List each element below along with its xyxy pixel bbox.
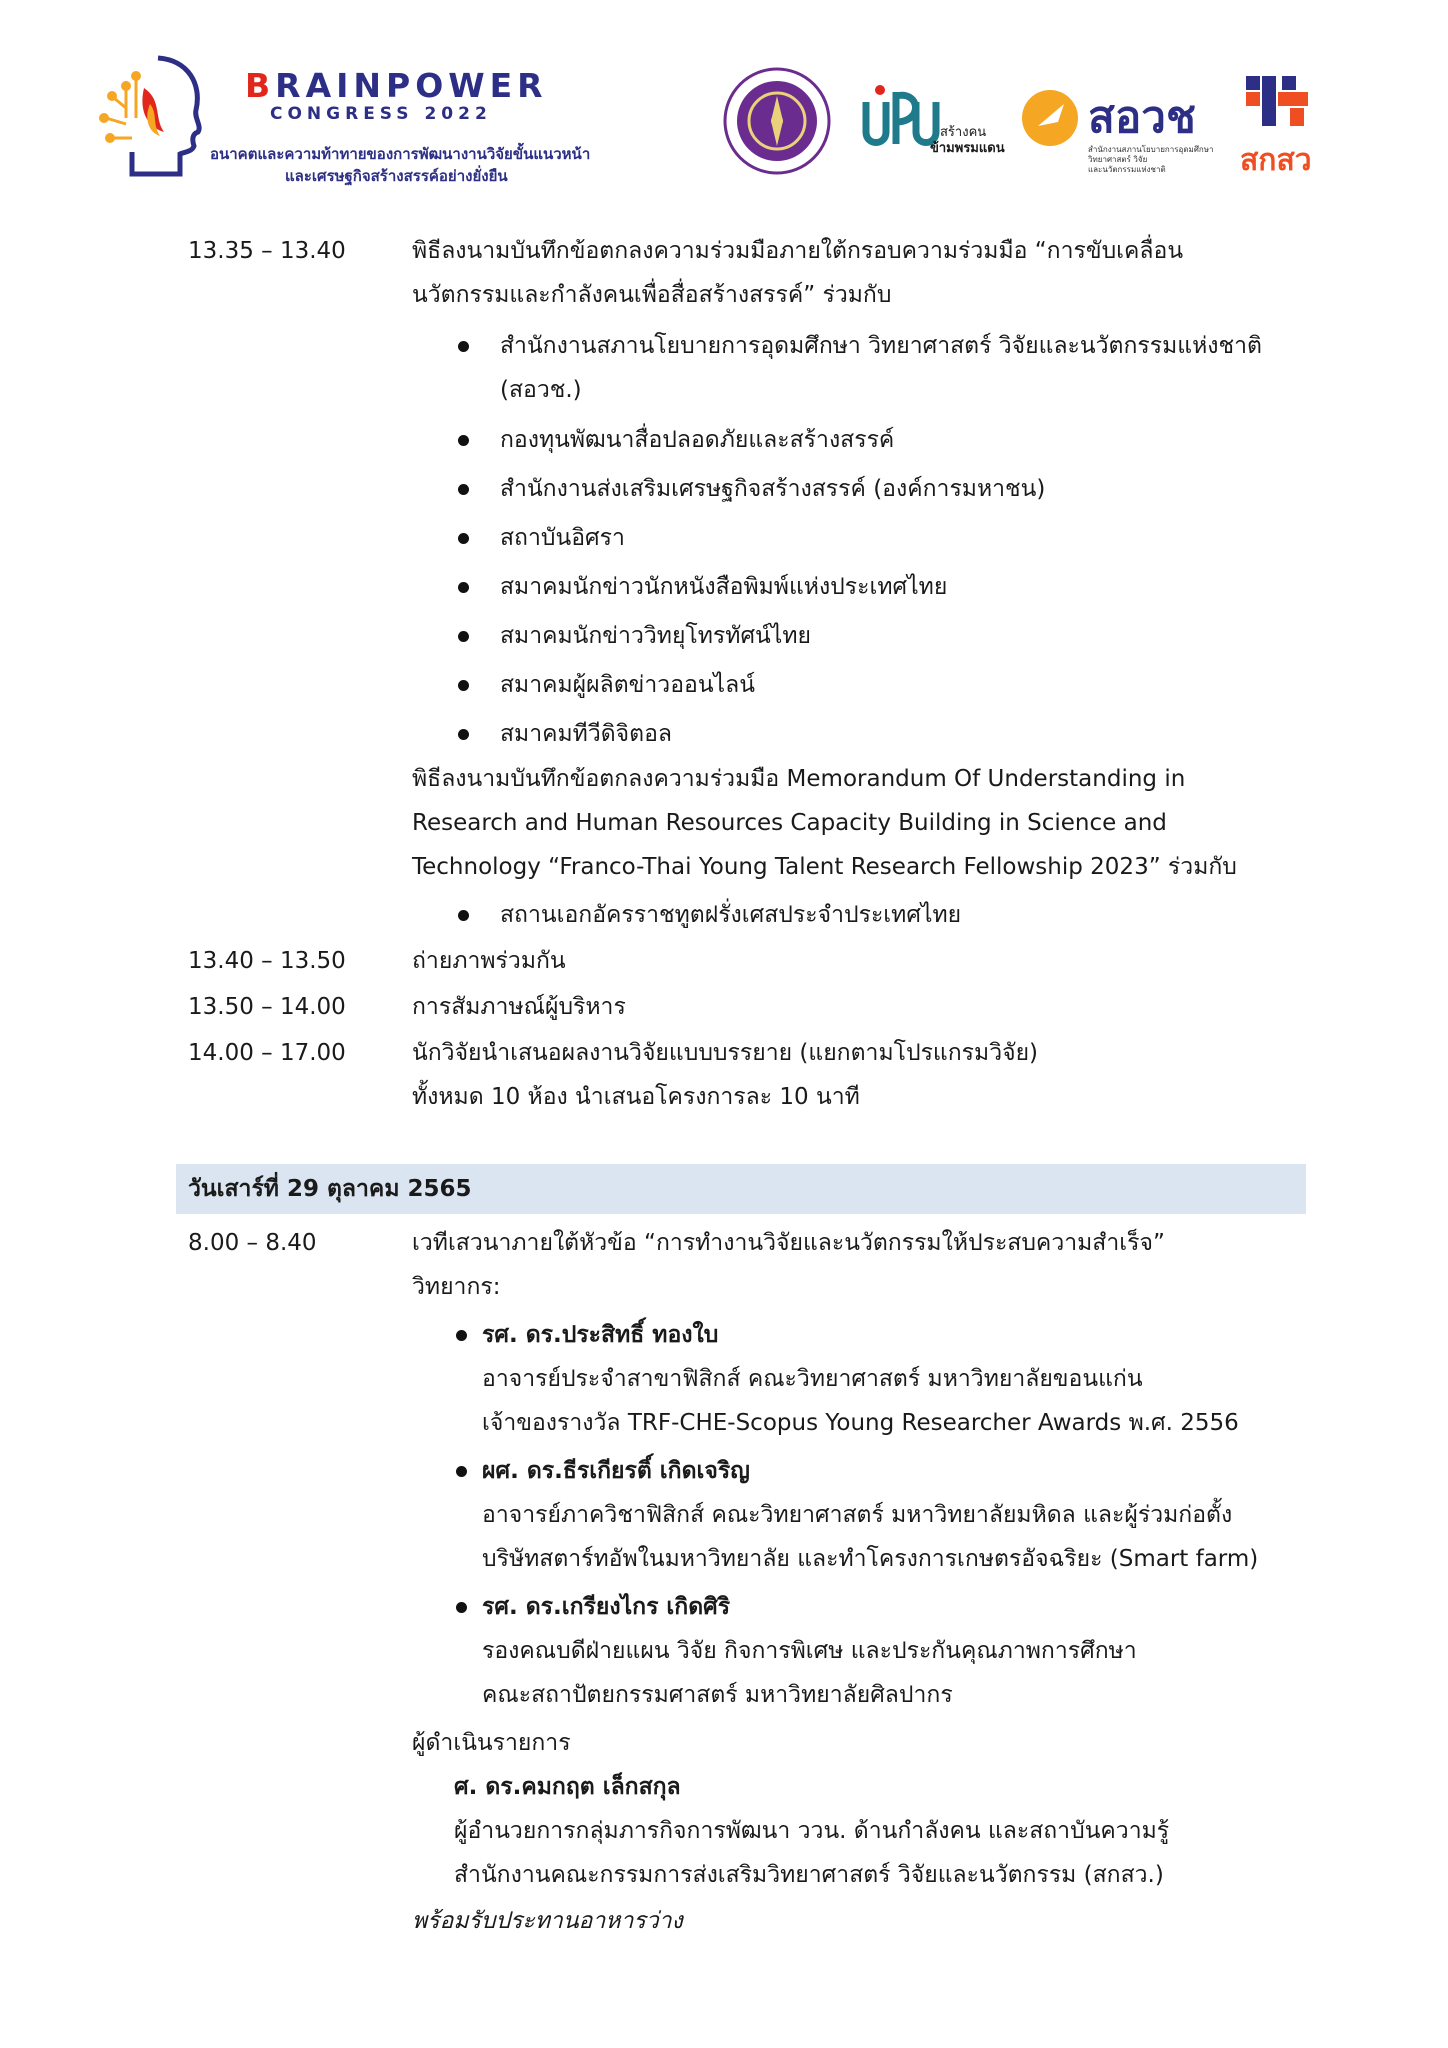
session-description: นักวิจัยนำเสนอผลงานวิจัยแบบบรรยาย (แยกตามโปรแกรมวิจัย) — [412, 1040, 1039, 1066]
bullet-icon — [458, 435, 469, 446]
bullet-icon — [456, 1466, 467, 1477]
session-time: 13.35 – 13.40 — [188, 238, 346, 264]
brainpower-tagline-1: อนาคตและความท้าทายของการพัฒนางานวิจัยขั้นแนวหน้า — [210, 145, 591, 163]
bullet-icon — [458, 582, 469, 593]
list-item: สมาคมทีวีดิจิตอล — [500, 721, 672, 747]
speaker-detail: คณะสถาปัตยกรรมศาสตร์ มหาวิทยาลัยศิลปากร — [482, 1682, 953, 1708]
session-time: 14.00 – 17.00 — [188, 1040, 346, 1066]
bullet-icon — [458, 533, 469, 544]
list-item: สมาคมผู้ผลิตข่าวออนไลน์ — [500, 672, 755, 698]
sorwor-desc-2: วิทยาศาสตร์ วิจัย — [1088, 155, 1148, 164]
moderator-detail: สำนักงานคณะกรรมการส่งเสริมวิทยาศาสตร์ วิจัยและนวัตกรรม (สกสว.) — [454, 1862, 1164, 1888]
speaker-detail: อาจารย์ภาควิชาฟิสิกส์ คณะวิทยาศาสตร์ มหาวิทยาลัยมหิดล และผู้ร่วมก่อตั้ง — [482, 1502, 1233, 1528]
refreshment-note: พร้อมรับประทานอาหารว่าง — [412, 1908, 683, 1934]
university-seal-icon — [722, 66, 832, 176]
day-heading — [176, 1164, 1306, 1214]
speakers-label: วิทยากร: — [412, 1274, 501, 1300]
page-header — [0, 0, 1448, 200]
sorwor-desc-3: และนวัตกรรมแห่งชาติ — [1088, 165, 1166, 174]
speaker-detail: อาจารย์ประจำสาขาฟิสิกส์ คณะวิทยาศาสตร์ มหาวิทยาลัยขอนแก่น — [482, 1366, 1143, 1392]
list-item: สถาบันอิศรา — [500, 525, 625, 551]
mou-description: พิธีลงนามบันทึกข้อตกลงความร่วมมือ Memorandum Of Understanding in — [412, 766, 1186, 792]
mou-description: Research and Human Resources Capacity Building in Science and — [412, 810, 1167, 836]
list-item: กองทุนพัฒนาสื่อปลอดภัยและสร้างสรรค์ — [500, 427, 895, 453]
list-item: สมาคมนักข่าวนักหนังสือพิมพ์แห่งประเทศไทย — [500, 574, 948, 600]
sorwor-name: สอวช — [1088, 92, 1196, 143]
list-item: สำนักงานส่งเสริมเศรษฐกิจสร้างสรรค์ (องค์การมหาชน) — [500, 476, 1046, 502]
brainpower-head-icon — [92, 48, 204, 180]
session-description: การสัมภาษณ์ผู้บริหาร — [412, 994, 626, 1020]
list-item: (สอวช.) — [500, 377, 582, 403]
bullet-icon — [458, 680, 469, 691]
session-time: 13.40 – 13.50 — [188, 948, 346, 974]
bullet-icon — [458, 484, 469, 495]
speaker-name: ผศ. ดร.ธีรเกียรติ์ เกิดเจริญ — [482, 1458, 750, 1484]
bullet-icon — [456, 1330, 467, 1341]
speaker-detail: เจ้าของรางวัล TRF-CHE-Scopus Young Researcher Awards พ.ศ. 2556 — [482, 1410, 1239, 1436]
bullet-icon — [458, 631, 469, 642]
list-item: สถานเอกอัครราชทูตฝรั่งเศสประจำประเทศไทย — [500, 902, 962, 928]
bullet-icon — [458, 910, 469, 921]
moderator-name: ศ. ดร.คมกฤต เล็กสกุล — [454, 1774, 681, 1800]
list-item: สำนักงานสภานโยบายการอุดมศึกษา วิทยาศาสตร์ วิจัยและนวัตกรรมแห่งชาติ — [500, 333, 1262, 359]
speaker-name: รศ. ดร.เกรียงไกร เกิดศิริ — [482, 1594, 731, 1620]
session-description: ถ่ายภาพร่วมกัน — [412, 948, 566, 974]
bullet-icon — [456, 1602, 467, 1613]
speaker-name: รศ. ดร.ประสิทธิ์ ทองใบ — [482, 1322, 719, 1348]
brainpower-subtitle: CONGRESS 2022 — [270, 104, 492, 124]
session-time: 8.00 – 8.40 — [188, 1230, 317, 1256]
speaker-detail: รองคณบดีฝ่ายแผน วิจัย กิจการพิเศษ และประกันคุณภาพการศึกษา — [482, 1638, 1137, 1664]
session-time: 13.50 – 14.00 — [188, 994, 346, 1020]
session-description: พิธีลงนามบันทึกข้อตกลงความร่วมมือภายใต้กรอบความร่วมมือ “การขับเคลื่อน — [412, 238, 1184, 264]
session-description: เวทีเสวนาภายใต้หัวข้อ “การทำงานวิจัยและนวัตกรรมให้ประสบความสำเร็จ” — [412, 1230, 1165, 1256]
pmu-text-2: ข้ามพรมแดน — [930, 141, 1005, 156]
moderator-detail: ผู้อำนวยการกลุ่มภารกิจการพัฒนา ววน. ด้านกำลังคน และสถาบันความรู้ — [454, 1818, 1170, 1844]
session-description: ทั้งหมด 10 ห้อง นำเสนอโครงการละ 10 นาที — [412, 1084, 860, 1110]
tsri-name: สกสว — [1240, 143, 1312, 178]
list-item: สมาคมนักข่าววิทยุโทรทัศน์ไทย — [500, 623, 811, 649]
tsri-logo-icon — [1238, 70, 1328, 180]
pmu-logo-icon — [860, 82, 1010, 162]
day-heading-label: วันเสาร์ที่ 29 ตุลาคม 2565 — [188, 1176, 472, 1202]
bullet-icon — [458, 729, 469, 740]
brainpower-tagline-2: และเศรษฐกิจสร้างสรรค์อย่างยั่งยืน — [285, 167, 508, 185]
speaker-detail: บริษัทสตาร์ทอัพในมหาวิทยาลัย และทำโครงการเกษตรอัจฉริยะ (Smart farm) — [482, 1546, 1259, 1572]
mou-description: Technology “Franco-Thai Young Talent Research Fellowship 2023” ร่วมกับ — [412, 854, 1237, 880]
sorwor-desc-1: สำนักงานสภานโยบายการอุดมศึกษา — [1088, 145, 1214, 154]
brainpower-title: BRAINPOWER — [245, 66, 548, 105]
pmu-text-1: สร้างคน — [940, 125, 987, 140]
moderator-label: ผู้ดำเนินรายการ — [412, 1730, 571, 1756]
bullet-icon — [458, 341, 469, 352]
sorwor-logo-icon — [1020, 74, 1230, 174]
session-description: นวัตกรรมและกำลังคนเพื่อสื่อสร้างสรรค์” ร่วมกับ — [412, 282, 892, 308]
